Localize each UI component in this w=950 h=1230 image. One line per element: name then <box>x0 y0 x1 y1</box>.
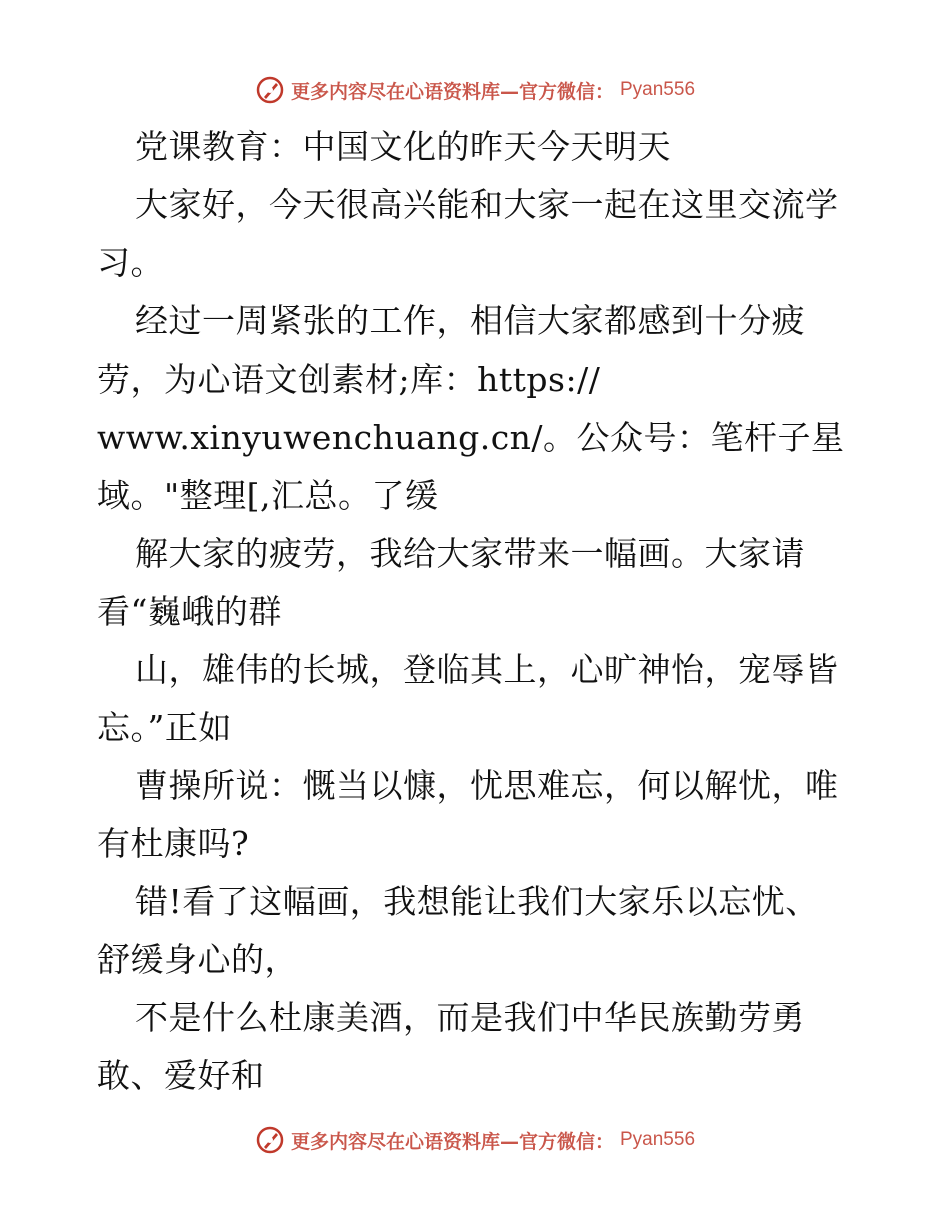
paragraph-line: 敢、爱好和 <box>97 1056 265 1095</box>
paragraph-line: 看“巍峨的群 <box>97 592 282 631</box>
paragraph-line: 曹操所说：慨当以慷，忧思难忘，何以解忧，唯 <box>135 766 839 805</box>
paragraph-line: 劳，为心语文创素材;库：https:// <box>97 360 601 399</box>
paragraph-line: 不是什么杜康美酒，而是我们中华民族勤劳勇 <box>135 998 805 1037</box>
document-title: 党课教育：中国文化的昨天今天明天 <box>135 127 671 166</box>
paragraph-line: 舒缓身心的， <box>97 940 298 979</box>
banner-text: 更多内容尽在心语资料库—官方微信： <box>290 1130 614 1153</box>
paragraph-line: 习。 <box>97 243 164 282</box>
banner-wechat-id: Pyan556 <box>620 1129 696 1150</box>
banner-wechat-id: Pyan556 <box>620 79 696 100</box>
paragraph-line: 大家好，今天很高兴能和大家一起在这里交流学 <box>135 185 839 224</box>
paragraph-line: 解大家的疲劳，我给大家带来一幅画。大家请 <box>135 534 805 573</box>
paragraph-line: 经过一周紧张的工作，相信大家都感到十分疲 <box>135 301 805 340</box>
paragraph-line: www.xinyuwenchuang.cn/。公众号：笔杆子星 <box>97 418 845 457</box>
banner-text: 更多内容尽在心语资料库—官方微信： <box>290 80 614 103</box>
paragraph-line: 错!看了这幅画，我想能让我们大家乐以忘忧、 <box>135 882 819 921</box>
quill-logo-icon <box>255 1125 285 1155</box>
paragraph-line: 域。"整理[,汇总。了缓 <box>97 476 439 515</box>
paragraph-line: 有杜康吗? <box>97 824 250 863</box>
paragraph-line: 忘。”正如 <box>97 708 232 747</box>
paragraph-line: 山，雄伟的长城，登临其上，心旷神怡，宠辱皆 <box>135 650 839 689</box>
footer-watermark-banner <box>0 1120 950 1160</box>
